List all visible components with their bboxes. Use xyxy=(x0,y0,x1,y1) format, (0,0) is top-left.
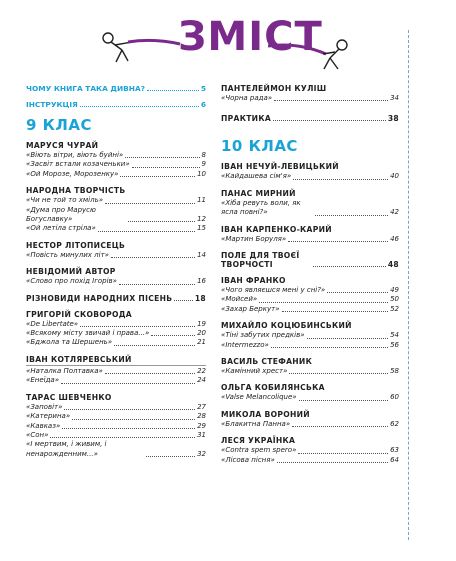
toc-entry[interactable] xyxy=(221,331,399,340)
toc-page-number: 46 xyxy=(390,234,399,243)
toc-entry[interactable] xyxy=(221,295,399,304)
toc-entry[interactable] xyxy=(221,94,399,103)
author-heading: ПАНТЕЛЕЙМОН КУЛІШ xyxy=(221,84,327,93)
page-title: ЗМІСТ xyxy=(178,14,323,60)
left-column xyxy=(26,84,206,459)
toc-entry-title: «Блакитна Панна» xyxy=(221,419,291,428)
toc-page-number: 60 xyxy=(390,393,399,402)
toc-entry[interactable] xyxy=(26,170,206,179)
author-heading: МИКОЛА ВОРОНИЙ xyxy=(221,409,310,419)
toc-page-number: 12 xyxy=(197,215,206,224)
author-heading: ЛЕСЯ УКРАЇНКА xyxy=(221,436,296,446)
author-heading: ОЛЬГА КОБИЛЯНСЬКА xyxy=(221,383,325,393)
toc-entry-creative-field[interactable] xyxy=(221,251,399,269)
toc-entry-title: «Катерина» xyxy=(26,412,71,421)
toc-entry-title: ІНСТРУКЦІЯ xyxy=(26,100,78,109)
stick-figure-left-illustration xyxy=(98,30,182,64)
toc-entry-title: «Дума про Марусю Богуславку» xyxy=(26,205,96,224)
toc-entry-title: «Заповіт» xyxy=(26,402,63,411)
toc-entry[interactable] xyxy=(221,393,399,402)
toc-page-number: 20 xyxy=(197,329,206,338)
author-heading: НЕВІДОМИЙ АВТОР xyxy=(26,267,116,277)
toc-entry[interactable] xyxy=(26,412,206,421)
toc-page-number: 22 xyxy=(197,366,206,375)
toc-entry-title: «Захар Беркут» xyxy=(221,304,280,313)
toc-entry[interactable] xyxy=(26,224,206,233)
stick-figure-right-illustration xyxy=(268,36,354,72)
toc-page-number: 5 xyxy=(200,84,206,93)
toc-entry[interactable] xyxy=(26,196,206,205)
toc-entry-title: «Мойсей» xyxy=(221,295,258,304)
toc-entry[interactable] xyxy=(221,235,399,244)
toc-entry[interactable] xyxy=(221,367,399,376)
toc-entry[interactable] xyxy=(221,199,399,218)
toc-page-number: 48 xyxy=(387,260,399,270)
toc-entry-title: РІЗНОВИДИ НАРОДНИХ ПІСЕНЬ xyxy=(26,293,173,303)
toc-entry-title: «Intermezzo» xyxy=(221,340,269,349)
toc-page-number: 42 xyxy=(390,208,399,217)
toc-page-number: 56 xyxy=(390,340,399,349)
right-column xyxy=(221,84,399,465)
toc-entry[interactable] xyxy=(26,320,206,329)
toc-entry[interactable] xyxy=(221,305,399,314)
toc-entry-title: «Чого являєшся мені у сні?» xyxy=(221,286,326,295)
toc-page-number: 34 xyxy=(390,94,399,102)
toc-entry[interactable] xyxy=(26,440,206,459)
toc-entry[interactable] xyxy=(26,367,206,376)
toc-entry-title: ПОЛЕ ДЛЯ ТВОЄЇ ТВОРЧОСТІ xyxy=(221,251,300,270)
toc-page-number: 6 xyxy=(200,100,206,109)
toc-entry-title: «Тіні забутих предків» xyxy=(221,331,305,340)
toc-entry-practice[interactable] xyxy=(221,114,399,123)
toc-page-number: 27 xyxy=(197,402,206,411)
toc-page-number: 10 xyxy=(197,169,206,178)
toc-entry-title: «І мертвим, і живим, і ненарожденним...» xyxy=(26,440,107,458)
toc-entry[interactable] xyxy=(26,338,206,347)
toc-entry[interactable] xyxy=(26,422,206,431)
toc-page-number: 38 xyxy=(387,114,399,124)
toc-entry-why-book[interactable] xyxy=(26,84,206,93)
toc-entry-title: «Сон» xyxy=(26,430,49,439)
toc-page-number: 52 xyxy=(390,304,399,313)
toc-entry[interactable] xyxy=(26,206,206,225)
toc-page-number: 54 xyxy=(390,331,399,340)
toc-page-number: 18 xyxy=(194,293,206,303)
toc-entry-title: «Кавказ» xyxy=(26,421,61,430)
toc-entry-title: «Хіба ревуть воли, як ясла повні?» xyxy=(221,198,301,217)
toc-page-number: 19 xyxy=(197,319,206,328)
toc-page-number: 40 xyxy=(390,172,399,181)
toc-entry-title: «Енеїда» xyxy=(26,376,60,385)
toc-page-number: 15 xyxy=(197,224,206,233)
toc-page-number: 14 xyxy=(197,250,206,259)
toc-entry[interactable] xyxy=(221,456,399,465)
toc-entry[interactable] xyxy=(221,172,399,181)
author-heading: ІВАН ФРАНКО xyxy=(221,276,286,286)
toc-entry-title: ЧОМУ КНИГА ТАКА ДИВНА? xyxy=(26,84,145,93)
author-heading: НЕСТОР ЛІТОПИСЕЦЬ xyxy=(26,240,126,250)
author-heading: ГРИГОРІЙ СКОВОРОДА xyxy=(26,309,132,319)
toc-entry[interactable] xyxy=(26,160,206,169)
toc-entry[interactable] xyxy=(26,277,206,286)
toc-entry-title: «Contra spem spero» xyxy=(221,446,297,455)
toc-page-number: 63 xyxy=(390,446,399,455)
toc-page-number: 29 xyxy=(197,421,206,430)
toc-page-number: 64 xyxy=(390,455,399,464)
author-heading: МИХАЙЛО КОЦЮБИНСЬКИЙ xyxy=(221,321,352,331)
toc-entry-title: «Слово про похід Ігорів» xyxy=(26,277,117,286)
grade-heading-10: 10 КЛАС xyxy=(221,137,298,156)
toc-entry-title: «Повість минулих літ» xyxy=(26,250,109,259)
toc-entry-title: «Камінний хрест» xyxy=(221,367,288,376)
author-heading: ПАНАС МИРНИЙ xyxy=(221,188,296,198)
author-heading: НАРОДНА ТВОРЧІСТЬ xyxy=(26,186,126,196)
toc-entry-title: ПРАКТИКА xyxy=(221,114,272,124)
author-heading: ВАСИЛЬ СТЕФАНИК xyxy=(221,357,313,367)
toc-page-number: 62 xyxy=(390,419,399,428)
toc-entry[interactable] xyxy=(26,329,206,338)
toc-entry-title: «Ой летіла стріла» xyxy=(26,224,96,233)
toc-page-number: 16 xyxy=(197,277,206,286)
toc-entry-title: «Віють вітри, віють буйні» xyxy=(26,151,124,159)
toc-page-number: 9 xyxy=(201,160,206,169)
toc-entry-title: «Мартин Боруля» xyxy=(221,234,287,243)
toc-entry[interactable] xyxy=(26,431,206,440)
toc-entry[interactable] xyxy=(26,251,206,260)
toc-page-number: 58 xyxy=(390,367,399,376)
toc-page-number: 8 xyxy=(201,151,206,159)
toc-page-number: 32 xyxy=(197,449,206,458)
toc-page-number: 11 xyxy=(197,196,206,205)
author-heading: ТАРАС ШЕВЧЕНКО xyxy=(26,392,112,402)
grade-heading-9: 9 КЛАС xyxy=(26,116,92,134)
toc-entry-title: «Ой Морозе, Морозенку» xyxy=(26,169,119,178)
toc-page-number: 28 xyxy=(197,412,206,421)
toc-page-number: 31 xyxy=(197,430,206,439)
toc-entry-folk-songs[interactable] xyxy=(26,294,206,303)
toc-entry[interactable] xyxy=(26,376,206,385)
toc-entry-title: «De Libertate» xyxy=(26,319,79,328)
toc-page-number: 50 xyxy=(390,295,399,304)
toc-entry-title: «Чи не той то хміль» xyxy=(26,196,104,205)
toc-page-number: 24 xyxy=(197,376,206,385)
toc-entry[interactable] xyxy=(26,403,206,412)
toc-entry-title: «Лісова пісня» xyxy=(221,455,275,464)
toc-entry[interactable] xyxy=(221,286,399,295)
author-heading: ІВАН КАРПЕНКО-КАРИЙ xyxy=(221,224,332,234)
toc-entry-title: «Бджола та Шершень» xyxy=(26,338,113,347)
toc-entry-title: «Valse Melancolique» xyxy=(221,393,297,402)
toc-entry[interactable] xyxy=(221,446,399,455)
page-edge-dashed-line xyxy=(408,30,409,540)
toc-entry[interactable] xyxy=(221,341,399,350)
author-heading: МАРУСЯ ЧУРАЙ xyxy=(26,141,99,150)
toc-entry-title: «Засвіт встали козаченьки» xyxy=(26,160,130,169)
toc-entry[interactable] xyxy=(221,420,399,429)
toc-entry[interactable] xyxy=(26,151,206,160)
author-heading: ІВАН КОТЛЯРЕВСЬКИЙ xyxy=(26,355,206,366)
toc-entry-title: «Кайдашева сім'я» xyxy=(221,172,292,181)
toc-entry-instruction[interactable] xyxy=(26,100,206,109)
toc-entry-title: «Всякому місту звичай і права...» xyxy=(26,329,150,338)
toc-page-number: 21 xyxy=(197,338,206,347)
author-heading: ІВАН НЕЧУЙ-ЛЕВИЦЬКИЙ xyxy=(221,162,339,172)
toc-page-number: 49 xyxy=(390,286,399,295)
toc-entry-title: «Чорна рада» xyxy=(221,94,273,102)
header xyxy=(0,0,456,76)
toc-entry-title: «Наталка Полтавка» xyxy=(26,366,103,375)
